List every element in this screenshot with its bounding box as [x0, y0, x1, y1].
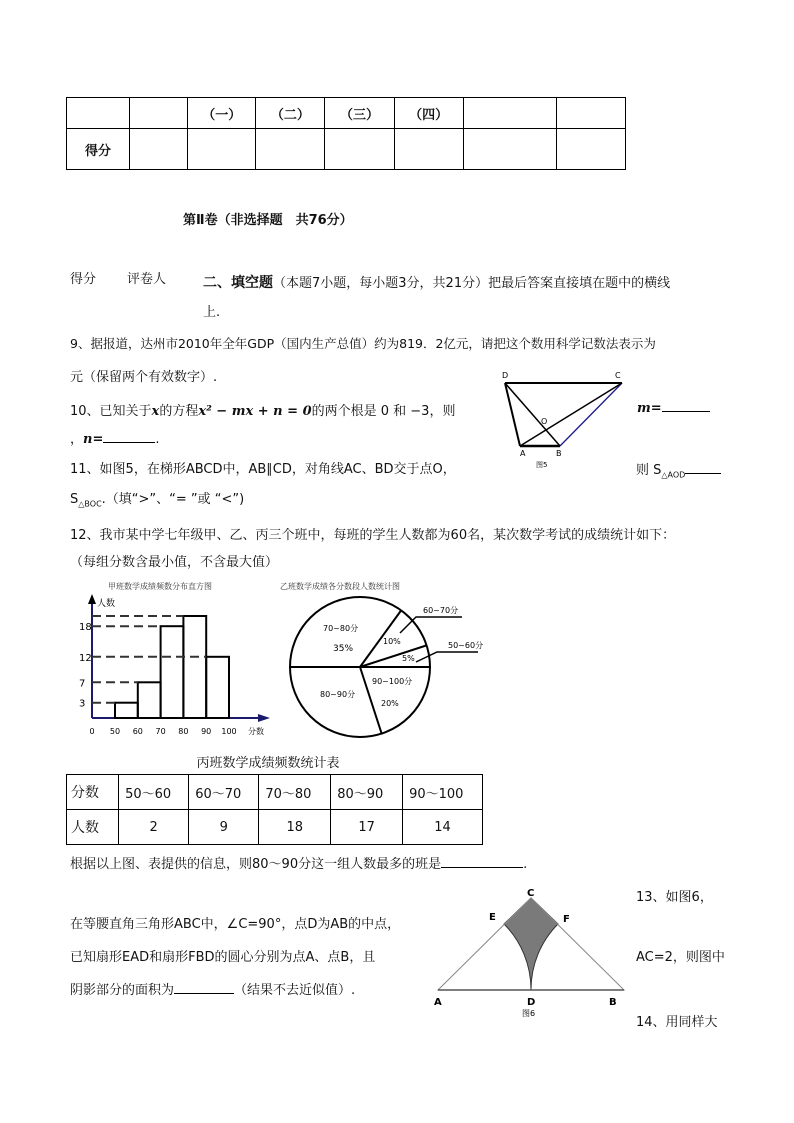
table-header-cell: 60～70 — [189, 775, 259, 810]
fig6-label-d: D — [527, 997, 536, 1008]
pie-percent-label: 5% — [402, 654, 415, 663]
q11-line1: 11、如图5，在梯形ABCD中，AB∥CD，对角线AC、BD交于点O， — [70, 462, 456, 477]
grader-reviewer-label: 评卷人 — [127, 272, 167, 287]
q10-mid: 的方程 — [159, 404, 199, 419]
histogram-x-tick: 60 — [132, 727, 143, 736]
q9-line1: 9、据报道，达州市2010年全年GDP（国内生产总值）约为819．2亿元，请把这个数用科学记数法表示为 — [70, 336, 656, 351]
q13-intro: 13、如图6， — [636, 890, 713, 905]
q13-line2: 已知扇形EAD和扇形FBD的圆心分别为点A、点B，且 — [70, 950, 376, 965]
histogram-x-tick: 50 — [109, 727, 121, 736]
pie-slice-label: 70~80分 — [323, 624, 359, 633]
histogram-ylabel: 人数 — [97, 599, 116, 609]
table-header-cell: 80～90 — [331, 775, 403, 810]
q12-end: . — [523, 857, 528, 872]
q9-line2: 元（保留两个有效数字）. — [70, 370, 218, 385]
q10-m-label: m= — [637, 401, 662, 416]
table-header-cell: 50～60 — [119, 775, 189, 810]
q10-variable: x — [151, 404, 160, 419]
fig6-label-c: C — [527, 888, 535, 899]
q10-prefix: 10、已知关于 — [70, 404, 152, 419]
instructions-continuation: 上. — [203, 305, 221, 320]
table-cell: 2 — [119, 810, 189, 845]
table-cell: 9 — [189, 810, 259, 845]
q13-line3-text: 阴影部分的面积为 — [70, 983, 175, 998]
score-header-part3: （三） — [325, 98, 394, 129]
pie-title: 乙班数学成绩各分数段人数统计图 — [280, 582, 400, 591]
histogram-x-tick: 100 — [221, 727, 237, 736]
q10-equation: x² − mx + n = 0 — [198, 404, 312, 419]
q11-right-text: 则 S — [636, 463, 662, 478]
fig5-label-d: D — [502, 371, 509, 380]
q10-comma: ， — [70, 432, 84, 447]
q11-s: S — [70, 492, 79, 507]
q10-n-label: n= — [83, 432, 104, 447]
histogram-y-tick: 18 — [79, 622, 92, 634]
pie-slice-label: 50~60分 — [448, 641, 484, 650]
q13-line3-end: （结果不去近似值）. — [234, 983, 356, 998]
q10-end: . — [155, 432, 160, 447]
fig6-shaded-region — [504, 898, 558, 990]
instructions-heading: 二、填空题 — [203, 275, 273, 291]
fig6-label-a: A — [434, 997, 442, 1008]
fig5-label-b: B — [556, 449, 562, 458]
fig5-label-c: C — [615, 371, 621, 380]
instructions-text: （本题7小题，每小题3分，共21分）把最后答案直接填在题中的横线 — [273, 276, 671, 291]
q11-aod-sub: △AOD — [661, 470, 686, 480]
q12-question-text: 根据以上图、表提供的信息，则80～90分这一组人数最多的班是 — [70, 857, 442, 872]
q12-line2: （每组分数含最小值，不含最大值） — [70, 555, 279, 570]
histogram-xlabel: 分数 — [248, 727, 264, 736]
histogram-y-tick: 3 — [79, 698, 86, 710]
score-header-part2: （二） — [256, 98, 325, 129]
fig5-label-o: O — [541, 417, 548, 426]
table-cell: 18 — [259, 810, 331, 845]
q13-line1: 在等腰直角三角形ABC中，∠C=90°，点D为AB的中点， — [70, 917, 401, 932]
pie-slice-label: 90~100分 — [372, 677, 413, 686]
q11-line2-text: .（填“>”、“= ”或 “<”) — [101, 492, 245, 507]
histogram-title: 甲班数学成绩频数分布直方图 — [108, 582, 212, 591]
table-header-cell: 90～100 — [403, 775, 483, 810]
pie-percent-label: 20% — [381, 699, 399, 708]
fig6-label-e: E — [489, 912, 496, 923]
table-header-cell: 70～80 — [259, 775, 331, 810]
table-header-cell: 分数 — [67, 775, 119, 810]
fig6-caption: 图6 — [522, 1009, 536, 1018]
fig6-label-f: F — [563, 914, 570, 925]
histogram-x-tick: 70 — [155, 727, 166, 736]
table-cell: 14 — [403, 810, 483, 845]
score-header-part1: （一） — [188, 98, 256, 129]
fig5-label-a: A — [520, 449, 526, 458]
histogram-x-tick: 90 — [201, 727, 212, 736]
score-row-label: 得分 — [67, 129, 130, 170]
q11-boc-sub: △BOC — [78, 499, 102, 509]
table-cell: 人数 — [67, 810, 119, 845]
histogram-x-tick: 80 — [178, 727, 189, 736]
class-c-table-title: 丙班数学成绩频数统计表 — [196, 756, 340, 771]
q10-suffix: 的两个根是 0 和 −3，则 — [311, 404, 456, 419]
pie-slice-label: 60~70分 — [423, 606, 459, 615]
table-cell: 17 — [331, 810, 403, 845]
pie-percent-label: 10% — [383, 637, 401, 646]
score-header-part4: （四） — [394, 98, 463, 129]
histogram-y-tick: 12 — [79, 652, 92, 664]
q13-line2-right: AC=2，则图中 — [636, 950, 725, 965]
q12-line1: 12、我市某中学七年级甲、乙、丙三个班中，每班的学生人数都为60名，某次数学考试的成绩统计如下： — [70, 528, 676, 543]
histogram-y-tick: 7 — [79, 678, 86, 690]
grader-score-label: 得分 — [70, 272, 97, 287]
q14-intro: 14、用同样大 — [636, 1015, 718, 1030]
fig5-caption: 图5 — [536, 461, 548, 469]
pie-percent-label: 35% — [333, 644, 354, 654]
section-title: 第Ⅱ卷（非选择题 共76分） — [183, 213, 353, 228]
histogram-x-tick: 0 — [89, 727, 95, 736]
pie-slice-label: 80~90分 — [320, 690, 356, 699]
fig6-label-b: B — [609, 997, 617, 1008]
